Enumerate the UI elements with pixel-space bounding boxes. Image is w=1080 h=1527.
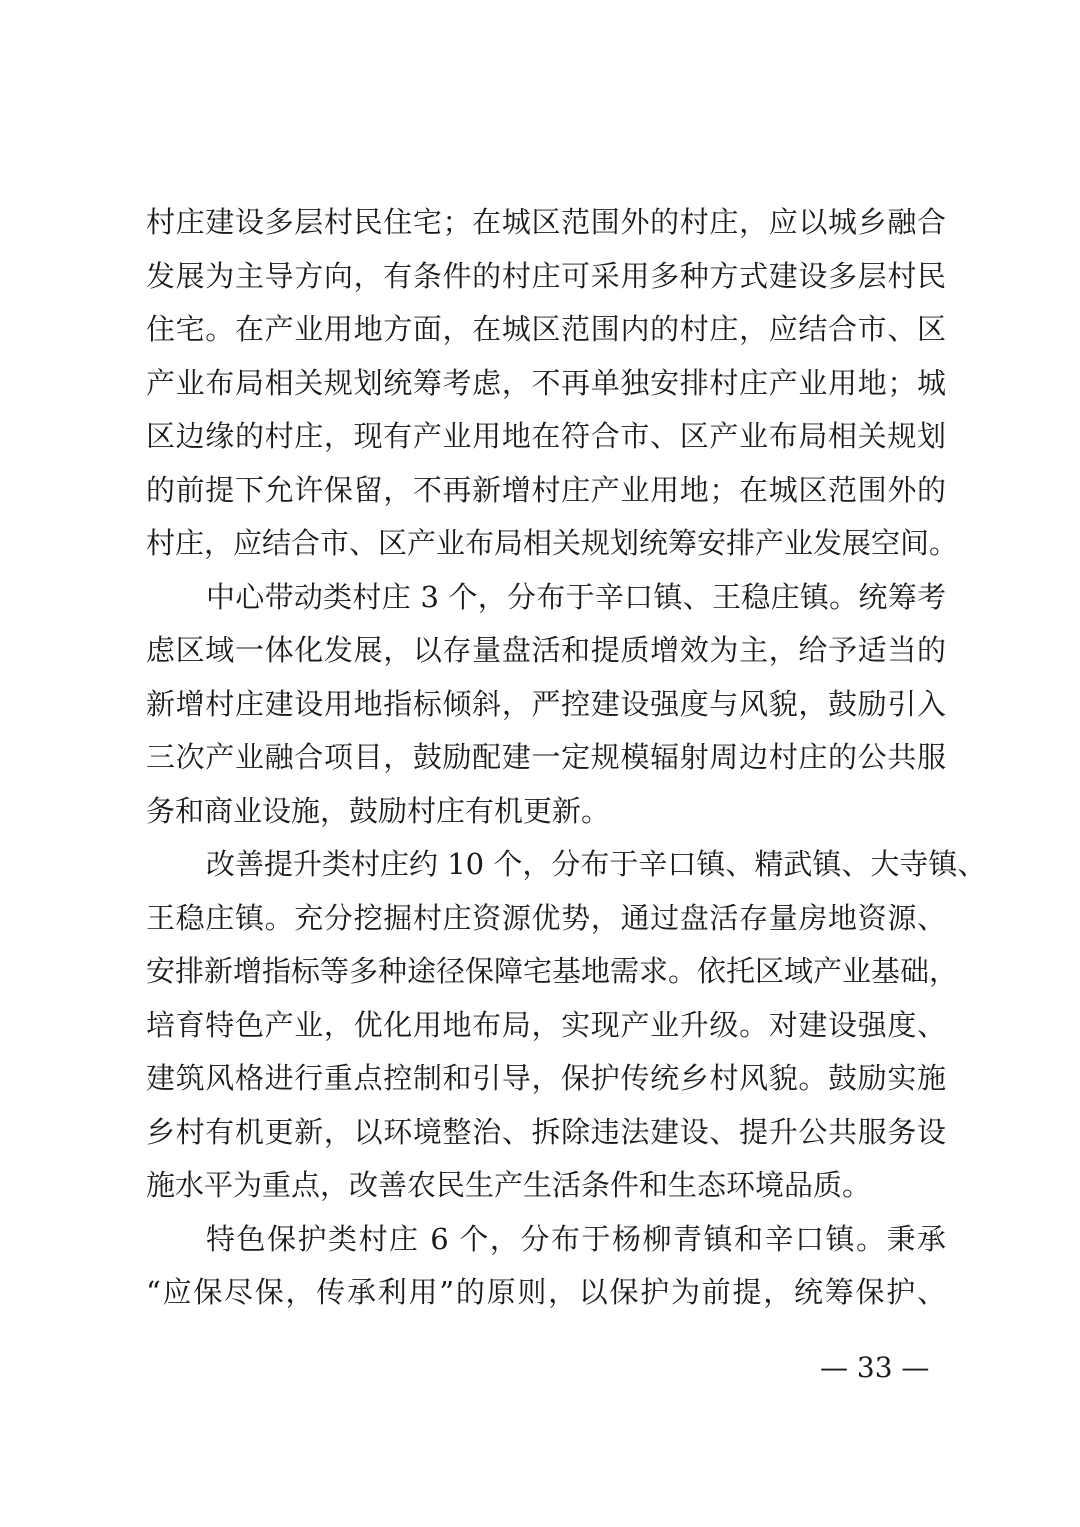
text-line: 新增村庄建设用地指标倾斜，严控建设强度与风貌，鼓励引入 xyxy=(146,686,946,721)
text-line: 乡村有机更新，以环境整治、拆除违法建设、提升公共服务设 xyxy=(146,1114,946,1149)
text-line: 培育特色产业，优化用地布局，实现产业升级。对建设强度、 xyxy=(146,1007,946,1042)
body-text xyxy=(146,196,987,1320)
text-line: 产业布局相关规划统筹考虑，不再单独安排村庄产业用地；城 xyxy=(146,365,946,400)
text-line: 村庄，应结合市、区产业布局相关规划统筹安排产业发展空间。 xyxy=(146,526,959,560)
text-line: 村庄建设多层村民住宅；在城区范围外的村庄，应以城乡融合 xyxy=(146,205,946,239)
text-line: 发展为主导方向，有条件的村庄可采用多种方式建设多层村民 xyxy=(146,258,946,293)
paragraph-start-line: 特色保护类村庄 6 个，分布于杨柳青镇和辛口镇。秉承 xyxy=(206,1221,946,1256)
text-line: 虑区域一体化发展，以存量盘活和提质增效为主，给予适当的 xyxy=(146,633,946,667)
text-line: 施水平为重点，改善农民生产生活条件和生态环境品质。 xyxy=(146,1168,872,1202)
text-line: 建筑风格进行重点控制和引导，保护传统乡村风貌。鼓励实施 xyxy=(146,1061,946,1095)
paragraph-start-line: 中心带动类村庄 3 个，分布于辛口镇、王稳庄镇。统筹考 xyxy=(206,579,946,614)
text-line: 安排新增指标等多种途径保障宅基地需求。依托区域产业基础， xyxy=(146,954,959,988)
text-line: 区边缘的村庄，现有产业用地在符合市、区产业布局相关规划 xyxy=(146,419,946,453)
text-line: 三次产业融合项目，鼓励配建一定规模辐射周边村庄的公共服 xyxy=(146,740,946,774)
text-line: 务和商业设施，鼓励村庄有机更新。 xyxy=(146,793,611,828)
page-number: — 33 — xyxy=(820,1351,930,1384)
text-line: “应保尽保，传承利用”的原则，以保护为前提，统筹保护、 xyxy=(146,1275,946,1309)
paragraph-start-line: 改善提升类村庄约 10 个，分布于辛口镇、精武镇、大寺镇、 xyxy=(206,847,987,881)
text-line: 住宅。在产业用地方面，在城区范围内的村庄，应结合市、区 xyxy=(146,312,946,346)
text-line: 王稳庄镇。充分挖掘村庄资源优势，通过盘活存量房地资源、 xyxy=(146,900,946,935)
text-line: 的前提下允许保留，不再新增村庄产业用地；在城区范围外的 xyxy=(146,472,946,507)
